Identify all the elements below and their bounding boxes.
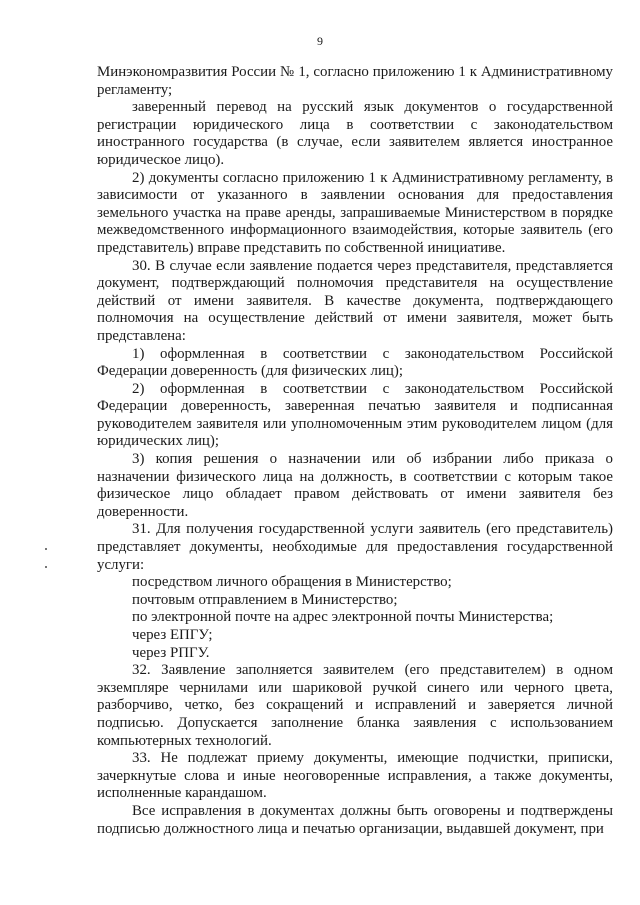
list-item-0: посредством личного обращения в Министерство;: [132, 574, 452, 591]
document-body: [97, 64, 613, 838]
page-number: 9: [317, 34, 323, 48]
paragraph-10: Все исправления в документах должны быть оговорены и подтверждены подписью должностного лица и печатью организации, выдавшей документ, при: [97, 802, 613, 837]
list-item-4: через РПГУ.: [132, 644, 210, 661]
list-item-2: по электронной почте на адрес электронной почты Министерства;: [132, 609, 554, 626]
paragraph-3: 30. В случае если заявление подается через представителя, представляется документ, подтверждающий полномочия представителя на осуществление действий от имени заявителя. В качестве документа, подтверждающего полномочия на осуществление действий от имени заявителя, может быть представлена:: [97, 257, 613, 344]
list-item-3: через ЕПГУ;: [132, 627, 213, 643]
margin-mark: [45, 548, 47, 550]
paragraph-4: 1) оформленная в соответствии с законодательством Российской Федерации доверенность (для физических лиц);: [97, 345, 613, 380]
list-item-1: почтовым отправлением в Министерство;: [132, 591, 398, 608]
paragraph-7: 31. Для получения государственной услуги заявитель (его представитель) представляет документы, необходимые для предоставления государственной услуги:: [97, 521, 613, 573]
paragraph-8: 32. Заявление заполняется заявителем (его представителем) в одном экземпляре чернилами или шариковой ручкой синего или черного цвета, разборчиво, четко, без сокращений и исправлений и заверяется личной подписью. Допускается заполнение бланка заявления с использованием компьютерных технологий.: [97, 662, 613, 749]
paragraph-2: 2) документы согласно приложению 1 к Административному регламенту, в зависимости от указанного в заявлении основания для предоставления земельного участка на праве аренды, запрашиваемые Министерством в порядке межведомственного информационного взаимодействия, которые заявитель (его представитель) вправе представить по собственной инициативе.: [97, 169, 613, 256]
paragraph-0: Минэкономразвития России № 1, согласно приложению 1 к Административному регламенту;: [97, 64, 613, 98]
paragraph-9: 33. Не подлежат приему документы, имеющие подчистки, приписки, зачеркнутые слова и иные неоговоренные исправления, а также документы, исполненные карандашом.: [97, 750, 613, 802]
paragraph-1: заверенный перевод на русский язык документов о государственной регистрации юридического лица в соответствии с законодательством иностранного государства (в случае, если заявителем является иностранное юридическое лицо).: [97, 99, 613, 168]
paragraph-5: 2) оформленная в соответствии с законодательством Российской Федерации доверенность, заверенная печатью заявителя и подписанная руководителем заявителя или уполномоченным этим руководителем лицом (для юридических лиц);: [97, 380, 613, 450]
margin-mark: [45, 566, 47, 568]
paragraph-6: 3) копия решения о назначении или об избрании либо приказа о назначении физического лица на должность, в соответствии с которым такое физическое лицо обладает правом действовать от имени заявителя без доверенности.: [97, 451, 613, 520]
